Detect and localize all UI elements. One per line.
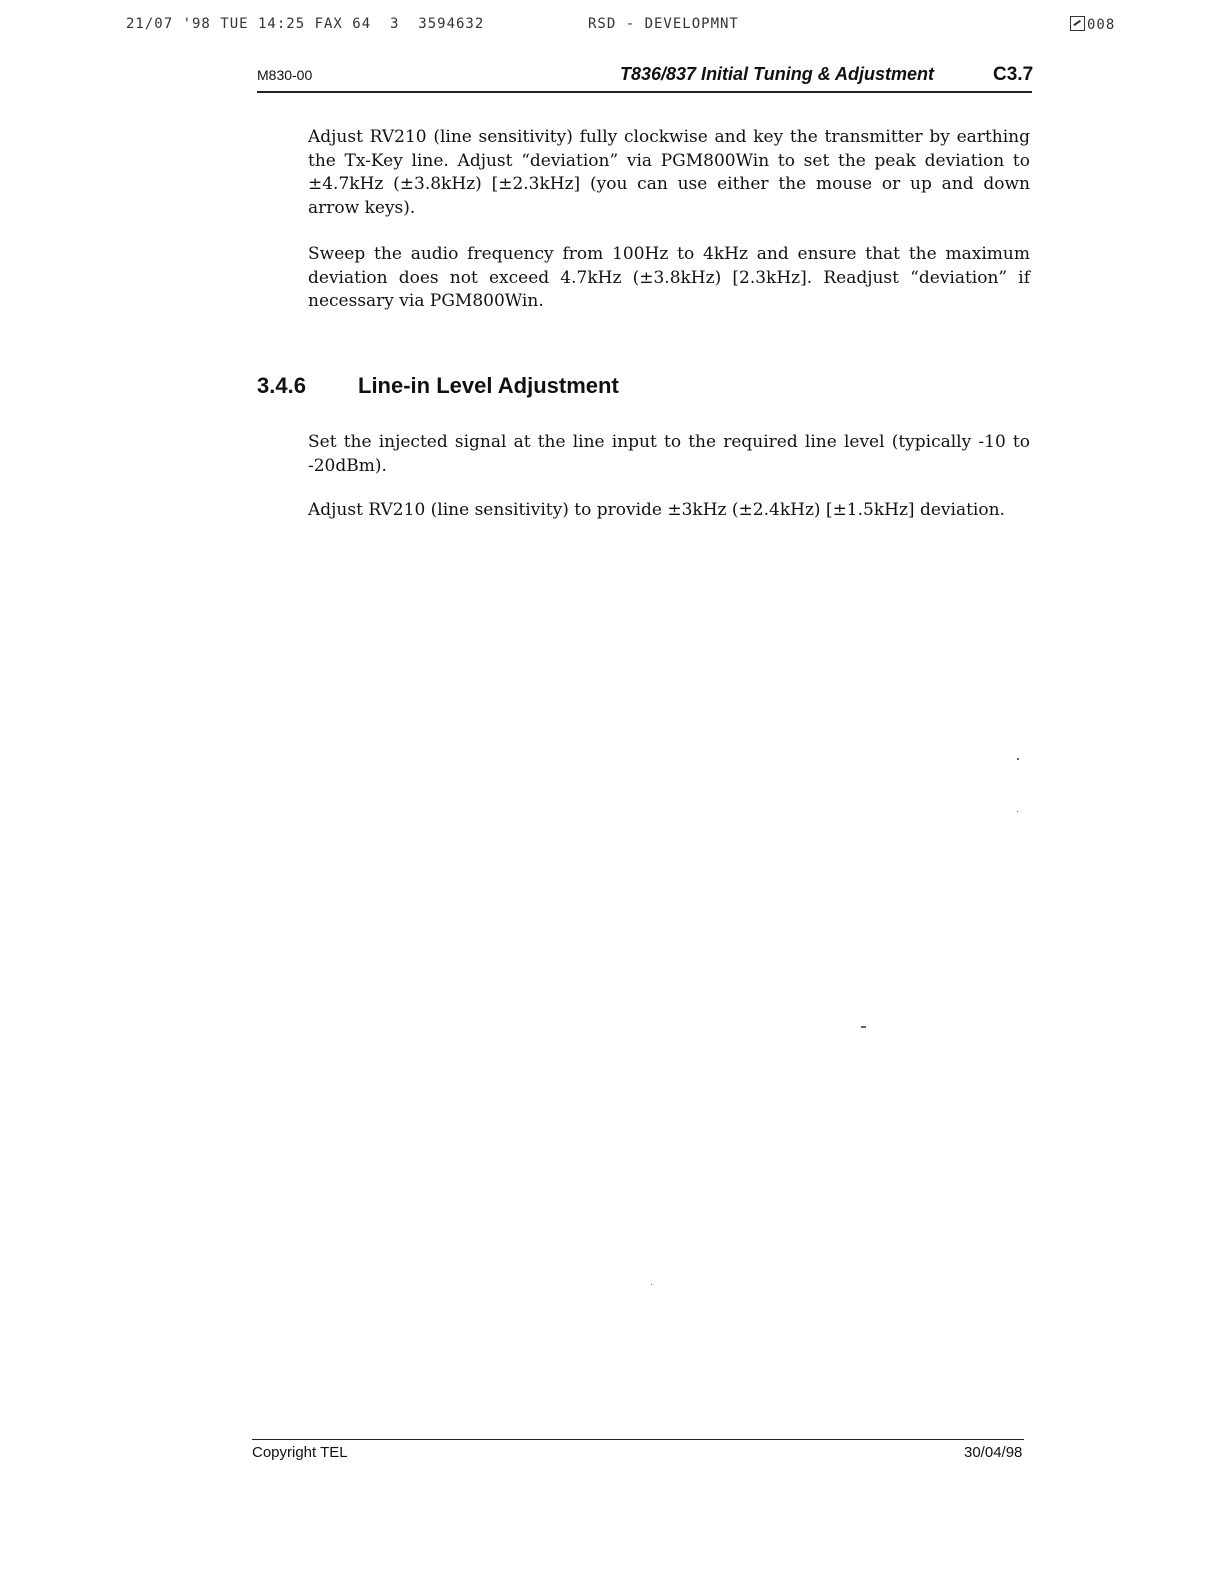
fax-transmission-header: 21/07 '98 TUE 14:25 FAX 64 3 3594632 (126, 16, 485, 32)
running-title: T836/837 Initial Tuning & Adjustment (620, 64, 935, 84)
fax-page-value: 008 (1087, 17, 1116, 33)
fax-page-number (1070, 16, 1115, 33)
section-number: 3.4.6 (257, 373, 306, 398)
scan-speck (1017, 758, 1019, 760)
section-code: C3.7 (993, 64, 1034, 85)
paragraph-sweep: Sweep the audio frequency from 100Hz to 4kHz and ensure that the maximum deviation does not exceed 4.7kHz (±3.8kHz) [2.3kHz]. Readjust “deviation” if necessary via PGM800Win. (308, 244, 1030, 311)
scan-speck (861, 1026, 866, 1028)
paragraph-deviation-setup: Adjust RV210 (line sensitivity) fully clockwise and key the transmitter by earthing the Tx-Key line. Adjust “deviation” via PGM800Win to set the peak deviation to ±4.7kHz (±3.8kHz) [±2.3kHz] (you can use either the mouse or up and down arrow keys). (308, 127, 1030, 218)
footer-rule (252, 1439, 1024, 1440)
doc-code: M830-00 (257, 67, 313, 83)
scan-speck (1017, 811, 1018, 812)
fax-sender-name: RSD - DEVELOPMNT (588, 16, 739, 32)
footer-date: 30/04/98 (964, 1444, 1023, 1461)
footer-copyright: Copyright TEL (252, 1444, 348, 1461)
paragraph-rv210-adjust: Adjust RV210 (line sensitivity) to provide ±3kHz (±2.4kHz) [±1.5kHz] deviation. (308, 500, 1005, 520)
paragraph-line-level: Set the injected signal at the line input to the required line level (typically -10 to -20dBm). (308, 432, 1030, 476)
header-rule (257, 91, 1032, 93)
section-heading: Line-in Level Adjustment (358, 373, 619, 398)
fax-page-icon (1070, 16, 1085, 31)
scan-speck (651, 1284, 652, 1285)
